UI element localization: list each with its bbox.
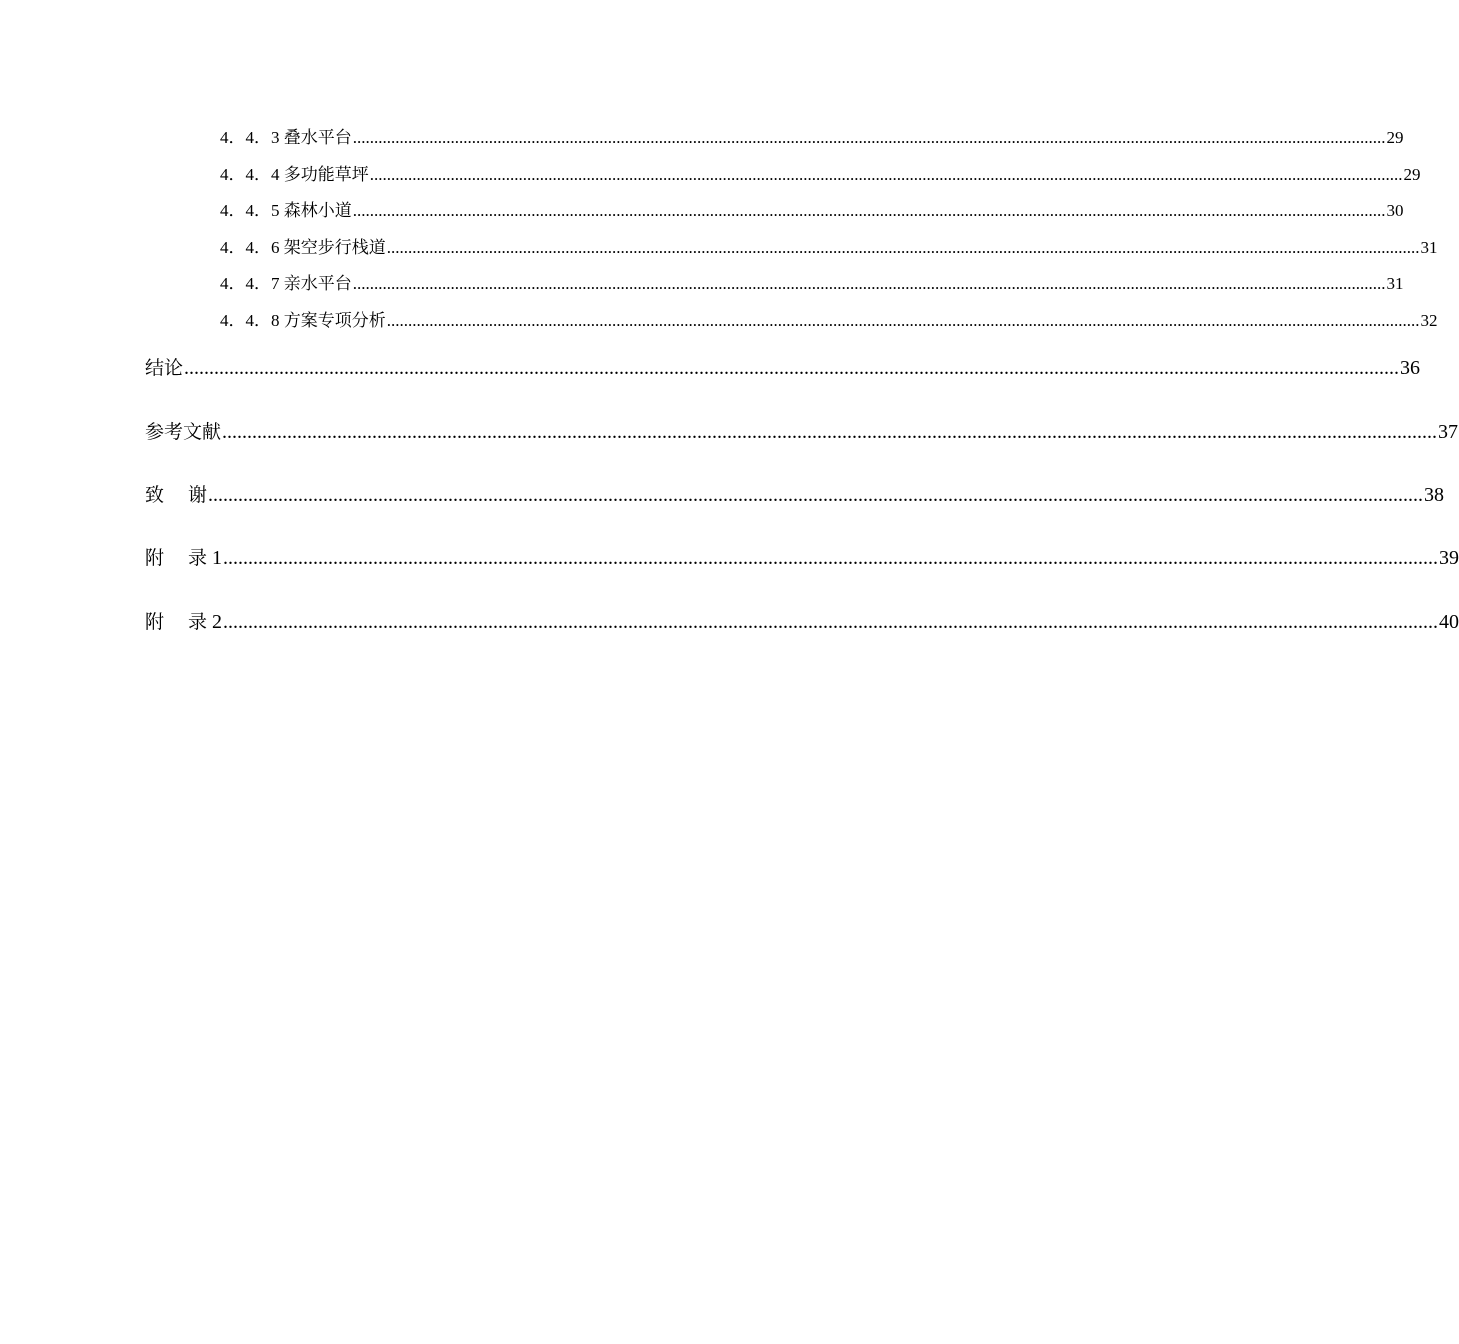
toc-entry-appendix-2[interactable] — [145, 607, 1459, 635]
toc-entry-label: 附 录 2 — [145, 611, 223, 633]
toc-page-number: 31 — [1386, 274, 1404, 293]
toc-entry-label: 4．4．3 叠水平台 — [220, 128, 352, 147]
toc-page-number: 36 — [1400, 357, 1421, 379]
toc-entry-4-4-8[interactable] — [220, 306, 1438, 330]
toc-page-number: 39 — [1439, 547, 1459, 569]
toc-page-number: 37 — [1438, 421, 1459, 443]
toc-leader-dots: ................................................................................................................................................................................................................................................... — [386, 311, 1420, 330]
toc-entry-label: 4．4．5 森林小道 — [220, 201, 352, 220]
toc-entry-conclusion[interactable] — [145, 353, 1421, 381]
toc-entry-label: 参考文献 — [145, 421, 222, 443]
toc-entry-label: 附 录 1 — [145, 547, 223, 569]
toc-entry-appendix-1[interactable] — [145, 543, 1459, 571]
toc-entry-4-4-6[interactable] — [220, 233, 1438, 257]
toc-leader-dots: ................................................................................................................................................................................................................................................... — [352, 128, 1386, 147]
toc-entry-label: 致 谢 — [145, 484, 208, 506]
toc-page-number: 29 — [1403, 165, 1421, 184]
toc-leader-dots: ................................................................................................................................................................................................................................................... — [223, 611, 1439, 633]
toc-page-number: 29 — [1386, 128, 1404, 147]
toc-entry-label: 4．4．6 架空步行栈道 — [220, 238, 386, 257]
toc-leader-dots: ................................................................................................................................................................................................................................................... — [352, 201, 1386, 220]
toc-leader-dots: ................................................................................................................................................................................................................................................... — [386, 238, 1420, 257]
toc-page-number: 31 — [1420, 238, 1438, 257]
toc-entry-4-4-3[interactable] — [220, 123, 1404, 147]
toc-leader-dots: ................................................................................................................................................................................................................................................... — [184, 357, 1400, 379]
toc-leader-dots: ................................................................................................................................................................................................................................................... — [369, 165, 1403, 184]
toc-entry-4-4-5[interactable] — [220, 196, 1404, 220]
toc-entry-label: 结论 — [145, 357, 184, 379]
toc-entry-acknowledgements[interactable] — [145, 480, 1445, 508]
toc-entry-label: 4．4．4 多功能草坪 — [220, 165, 369, 184]
toc-entry-4-4-7[interactable] — [220, 269, 1404, 293]
toc-leader-dots: ................................................................................................................................................................................................................................................... — [223, 547, 1439, 569]
toc-page-number: 32 — [1420, 311, 1438, 330]
toc-leader-dots: ................................................................................................................................................................................................................................................... — [352, 274, 1386, 293]
toc-entry-label: 4．4．7 亲水平台 — [220, 274, 352, 293]
toc-leader-dots: ................................................................................................................................................................................................................................................... — [222, 421, 1438, 443]
toc-entry-label: 4．4．8 方案专项分析 — [220, 311, 386, 330]
toc-entry-4-4-4[interactable] — [220, 160, 1421, 184]
toc-page-number: 30 — [1386, 201, 1404, 220]
toc-leader-dots: ................................................................................................................................................................................................................................................... — [208, 484, 1424, 506]
toc-page-number: 40 — [1439, 611, 1459, 633]
toc-entry-references[interactable] — [145, 417, 1459, 445]
toc-page-number: 38 — [1424, 484, 1445, 506]
